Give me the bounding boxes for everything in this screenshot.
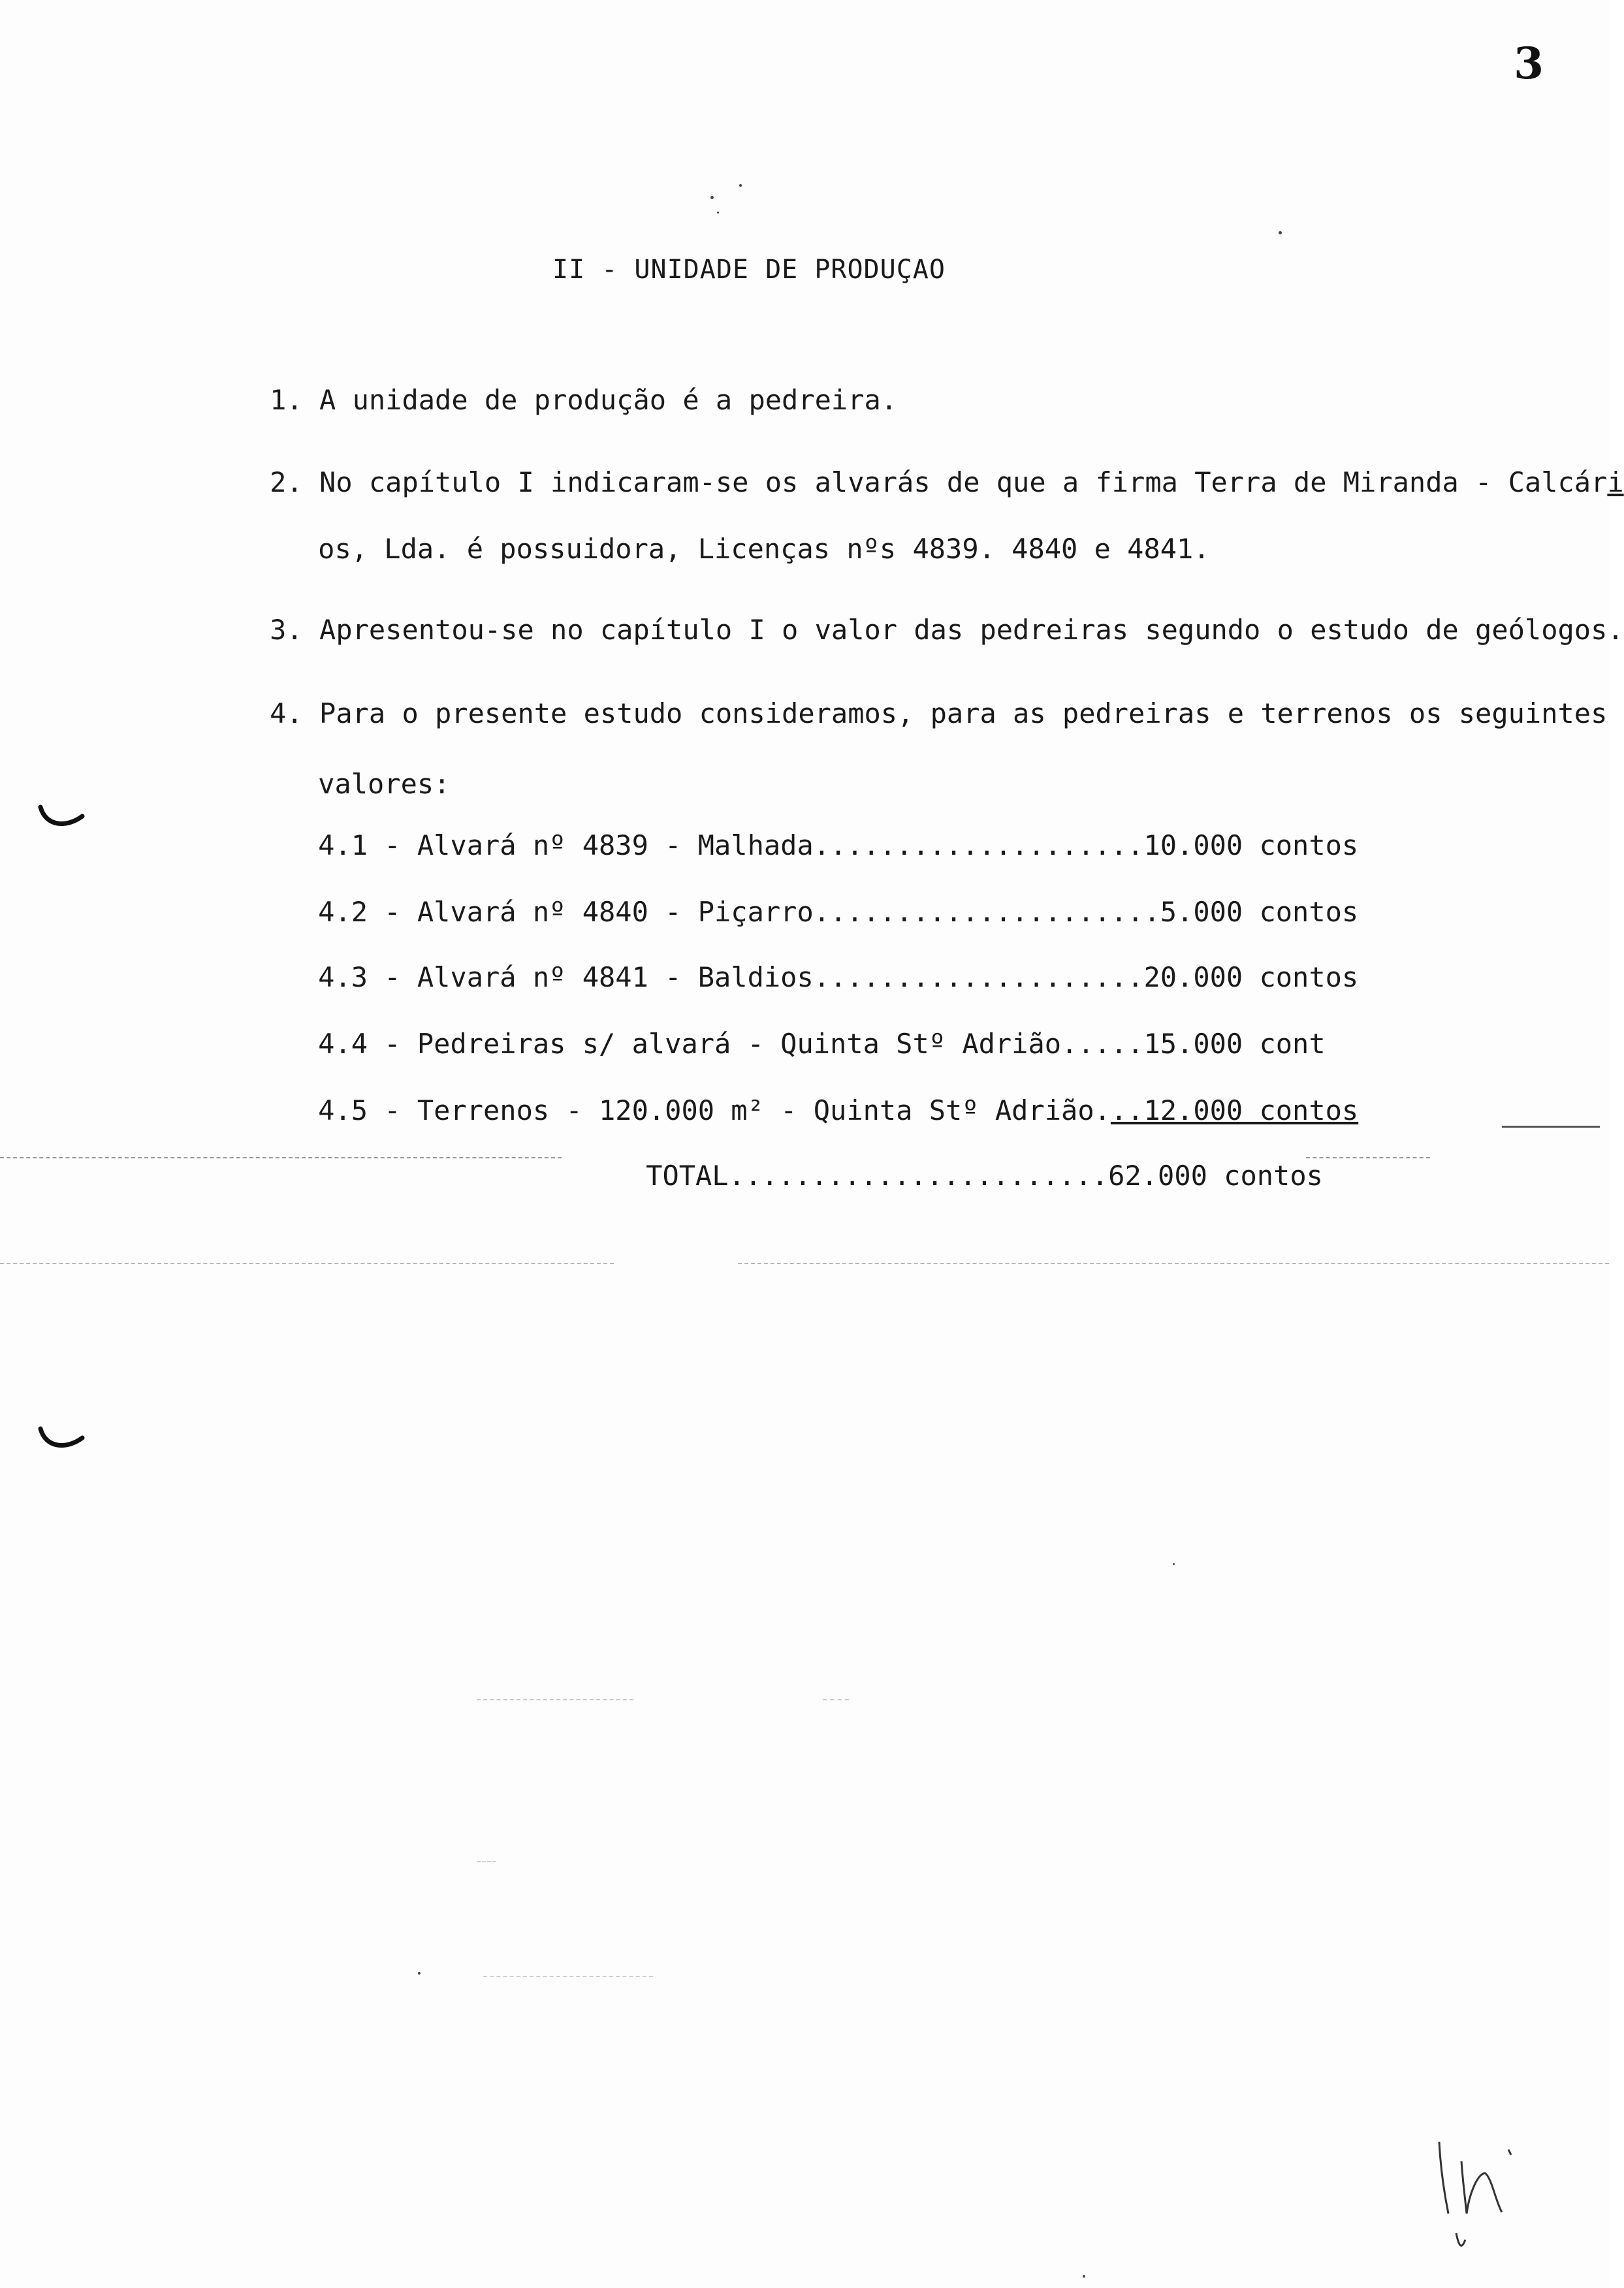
- paragraph-1: [204, 359, 897, 441]
- paragraph-2-continuation: [252, 508, 1210, 590]
- paragraph-text: No capítulo I indicaram-se os alvarás de que a firma Terra de Miranda - Calcár: [319, 466, 1608, 498]
- handwritten-initials: [1430, 2135, 1535, 2253]
- scan-rule: [738, 1263, 1609, 1264]
- scan-rule: [477, 1699, 633, 1700]
- total-amount: 62.000 contos: [1108, 1160, 1323, 1192]
- total-label: TOTAL.......................: [646, 1160, 1109, 1192]
- paragraph-3: [204, 589, 1624, 671]
- speck: [739, 184, 742, 187]
- scan-rule: [1502, 1126, 1600, 1128]
- item-label: 4.4 - Pedreiras s/ alvará - Quinta Stº Adrião.....: [318, 1028, 1144, 1060]
- paragraph-number: 3.: [270, 614, 303, 646]
- scan-rule: [483, 1976, 653, 1977]
- paragraph-text: os, Lda. é possuidora, Licenças nºs 4839. 4840 e 4841.: [318, 533, 1210, 565]
- scan-rule: [0, 1157, 562, 1158]
- item-amount: 20.000 contos: [1143, 961, 1359, 993]
- page-number: 3: [1514, 38, 1544, 89]
- scan-rule: [823, 1699, 849, 1700]
- paragraph-text: Para o presente estudo consideramos, para as pedreiras e terrenos os seguintes: [319, 697, 1608, 729]
- paragraph-text: Apresentou-se no capítulo I o valor das pedreiras segundo o estudo de geólogos.: [319, 614, 1624, 646]
- speck: [710, 196, 714, 199]
- speck: [717, 212, 719, 214]
- total-line: [580, 1135, 1323, 1217]
- speck: [1279, 231, 1282, 234]
- speck: [1083, 2275, 1085, 2278]
- paragraph-text: valores:: [318, 768, 451, 800]
- paragraph-number: 1.: [270, 384, 303, 416]
- paragraph-text: A unidade de produção é a pedreira.: [319, 384, 898, 416]
- margin-mark-icon: [37, 1423, 89, 1456]
- item-label: 4.5 - Terrenos - 120.000 m² - Quinta Stº Adrião.: [318, 1094, 1111, 1126]
- item-label: 4.1 - Alvará nº 4839 - Malhada....................: [318, 829, 1144, 861]
- item-amount: 10.000 contos: [1143, 829, 1359, 861]
- speck: [418, 1972, 421, 1975]
- item-amount: ..12.000 contos: [1110, 1094, 1359, 1126]
- scan-rule: [477, 1861, 496, 1862]
- speck: [1173, 1563, 1175, 1565]
- section-heading: II - UNIDADE DE PRODUÇAO: [552, 255, 946, 285]
- margin-mark-icon: [37, 802, 89, 834]
- item-label: 4.2 - Alvará nº 4840 - Piçarro.....................: [318, 896, 1160, 928]
- item-label: 4.3 - Alvará nº 4841 - Baldios....................: [318, 961, 1144, 993]
- item-amount: 15.000 cont: [1143, 1028, 1326, 1060]
- item-amount: 5.000 contos: [1160, 896, 1359, 928]
- paragraph-number: 2.: [270, 466, 303, 498]
- paragraph-number: 4.: [270, 697, 303, 729]
- scan-rule: [1306, 1157, 1430, 1158]
- scan-rule: [0, 1263, 614, 1264]
- paragraph-text-underlined: i: [1607, 466, 1624, 498]
